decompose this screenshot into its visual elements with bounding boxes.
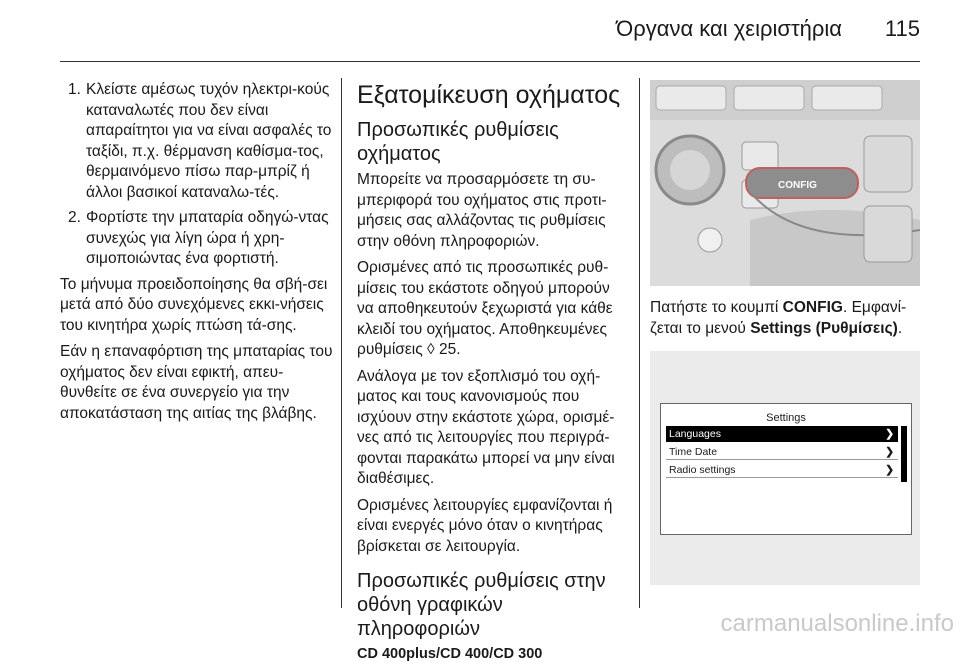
menu-item-label: Languages	[669, 428, 721, 440]
text-fragment: . Εμφανί-ζεται το μενού	[650, 299, 907, 337]
menu-item-label: Radio settings	[669, 464, 736, 476]
chevron-right-icon: ❯	[885, 464, 894, 476]
column-divider-2	[639, 78, 640, 608]
model-heading: CD 400plus/CD 400/CD 300	[357, 646, 543, 662]
menu-item-label: Time Date	[669, 446, 718, 458]
paragraph: Ορισμένες από τις προσωπικές ρυθ-μίσεις του εκάστοτε οδηγού μπορούν να αποθηκευτούν ξεχωριστά για κάθε κλειδί του οχήματος. Αποθηκευμένες ρυθμίσεις ◊ 25.	[357, 259, 613, 358]
column-divider-1	[341, 78, 342, 608]
paragraph: Ορισμένες λειτουργίες εμφανίζονται ή είναι ενεργές μόνο όταν ο κινητήρας βρίσκεται σε λειτουργία.	[357, 496, 613, 555]
list-item	[60, 208, 334, 270]
chapter-title: Όργανα και χειριστήρια	[616, 16, 842, 41]
screen-title: Settings	[766, 412, 806, 424]
page-header	[0, 0, 960, 60]
menu-item-languages[interactable]	[666, 426, 898, 442]
paragraph	[650, 298, 920, 339]
text-fragment: Πατήστε το κουμπί	[650, 299, 783, 316]
list-number: 1.	[68, 81, 81, 98]
page-number: 115	[884, 16, 920, 41]
paragraph: Το μήνυμα προειδοποίησης θα σβή-σει μετά από δύο συνεχόμενες εκκι-νήσεις του κινητήρα χωρίς πτώση τά-σης.	[60, 275, 328, 334]
menu-item-radio-settings[interactable]	[666, 462, 898, 478]
section-heading: Εξατομίκευση οχήματος	[357, 81, 621, 109]
watermark: carmanualsonline.info	[720, 610, 954, 637]
paragraph: Μπορείτε να προσαρμόσετε τη συ-μπεριφορά του οχήματος στις προτι-μήσεις σας αλλάζοντας τις ρυθμίσεις στην οθόνη πληροφοριών.	[357, 171, 607, 250]
paragraph: Ανάλογα με τον εξοπλισμό του οχή-ματος και τους κανονισμούς που ισχύουν στην εκάστοτε χώρα, ορισμέ-νες από τις λειτουργίες που περιγρά-φονται παρακάτω μπορεί να μην είναι διαθέσιμες.	[357, 367, 615, 487]
chevron-right-icon: ❯	[885, 428, 894, 440]
list-item	[60, 80, 334, 203]
text-fragment: .	[897, 319, 903, 337]
settings-term: Settings (Ρυθμίσεις)	[750, 319, 898, 337]
config-button-label: CONFIG	[778, 180, 817, 191]
scrollbar[interactable]	[901, 426, 907, 482]
menu-item-time-date[interactable]	[666, 444, 898, 460]
column-1	[60, 80, 334, 430]
column-2	[357, 80, 629, 663]
paragraph: Εάν η επαναφόρτιση της μπαταρίας του οχήματος δεν είναι εφικτή, απευ-θυνθείτε σε ένα συνεργείο για την αποκατάσταση της αιτίας της βλάβης.	[60, 343, 333, 422]
column-3	[650, 80, 920, 585]
numbered-list	[60, 80, 334, 270]
header-divider	[60, 61, 920, 62]
chevron-right-icon: ❯	[885, 446, 894, 458]
subsection-heading: Προσωπικές ρυθμίσεις οχήματος	[357, 119, 559, 165]
subsection-heading: Προσωπικές ρυθμίσεις στην οθόνη γραφικών πληροφοριών	[357, 570, 606, 640]
dashboard-photo	[650, 80, 920, 286]
list-number: 2.	[68, 209, 81, 226]
list-text: Φορτίστε την μπαταρία οδηγώ-ντας συνεχώς για λίγη ώρα ή χρη-σιμοποιώντας ένα φορτιστή.	[86, 209, 329, 267]
settings-screen	[660, 403, 912, 535]
display-illustration	[650, 351, 920, 585]
config-term: CONFIG	[782, 299, 843, 316]
list-text: Κλείστε αμέσως τυχόν ηλεκτρι-κούς καταναλωτές που δεν είναι απαραίτητοι για να είναι ασφαλές το ταξίδι, π.χ. θέρμανση καθίσμα-τος, θερμαινόμενο πίσω παρ-μπρίζ ή άλλοι βασικοί καταναλω-τές.	[86, 81, 332, 201]
